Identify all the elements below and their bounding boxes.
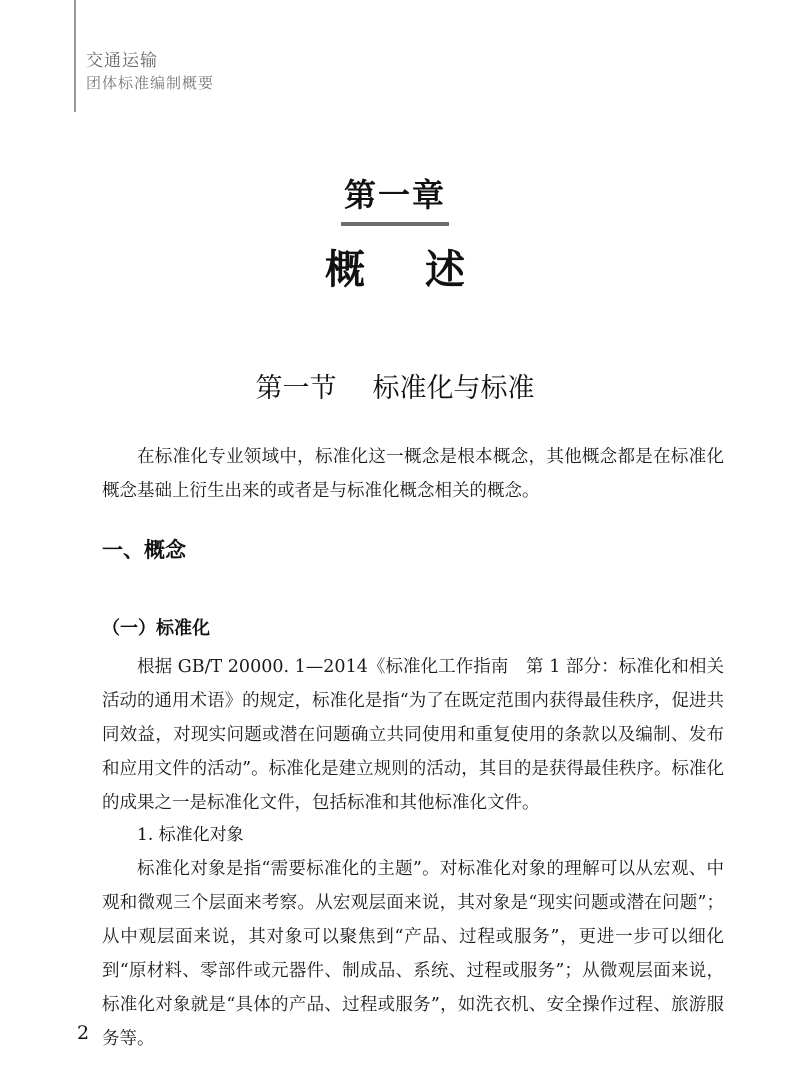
header-rule — [74, 0, 76, 112]
chapter-title-char-1: 概 — [325, 247, 365, 293]
intro-paragraph: 在标准化专业领域中，标准化这一概念是根本概念，其他概念都是在标准化概念基础上衍生出来的或者是与标准化概念相关的概念。 — [102, 447, 724, 501]
heading-standardization-object: 1. 标准化对象 — [137, 825, 244, 845]
heading-concepts: 一、概念 — [102, 538, 186, 562]
section-heading — [0, 366, 790, 405]
heading-standardization: （一）标准化 — [102, 618, 210, 639]
chapter-title-char-2: 述 — [425, 247, 465, 293]
definition-paragraph: 根据 GB/T 20000. 1—2014《标准化工作指南 第 1 部分：标准化和相关活动的通用术语》的规定，标准化是指“为了在既定范围内获得最佳秩序，促进共同效益，对现实问题或潜在问题确立共同使用和重复使用的条款以及编制、发布和应用文件的活动”。标准化是建立规则的活动，其目的是获得最佳秩序。标准化的成果之一是标准化文件，包括标准和其他标准化文件。 — [102, 657, 724, 813]
object-paragraph: 标准化对象是指“需要标准化的主题”。对标准化对象的理解可以从宏观、中观和微观三个层面来考察。从宏观层面来说，其对象是“现实问题或潜在问题”；从中观层面来说，其对象可以聚焦到“产品、过程或服务”，更进一步可以细化到“原材料、零部件或元器件、制成品、系统、过程或服务”；从微观层面来说，标准化对象就是“具体的产品、过程或服务”，如洗衣机、安全操作过程、旅游服务等。 — [102, 859, 724, 1049]
book-title: 交通运输 — [86, 51, 158, 71]
book-subtitle: 团体标准编制概要 — [86, 74, 215, 92]
chapter-title — [0, 238, 790, 295]
section-title: 标准化与标准 — [372, 373, 535, 404]
chapter-number: 第一章 — [343, 176, 446, 214]
chapter-divider — [341, 222, 449, 226]
page-number: 2 — [77, 1022, 90, 1044]
section-number: 第一节 — [255, 373, 337, 404]
